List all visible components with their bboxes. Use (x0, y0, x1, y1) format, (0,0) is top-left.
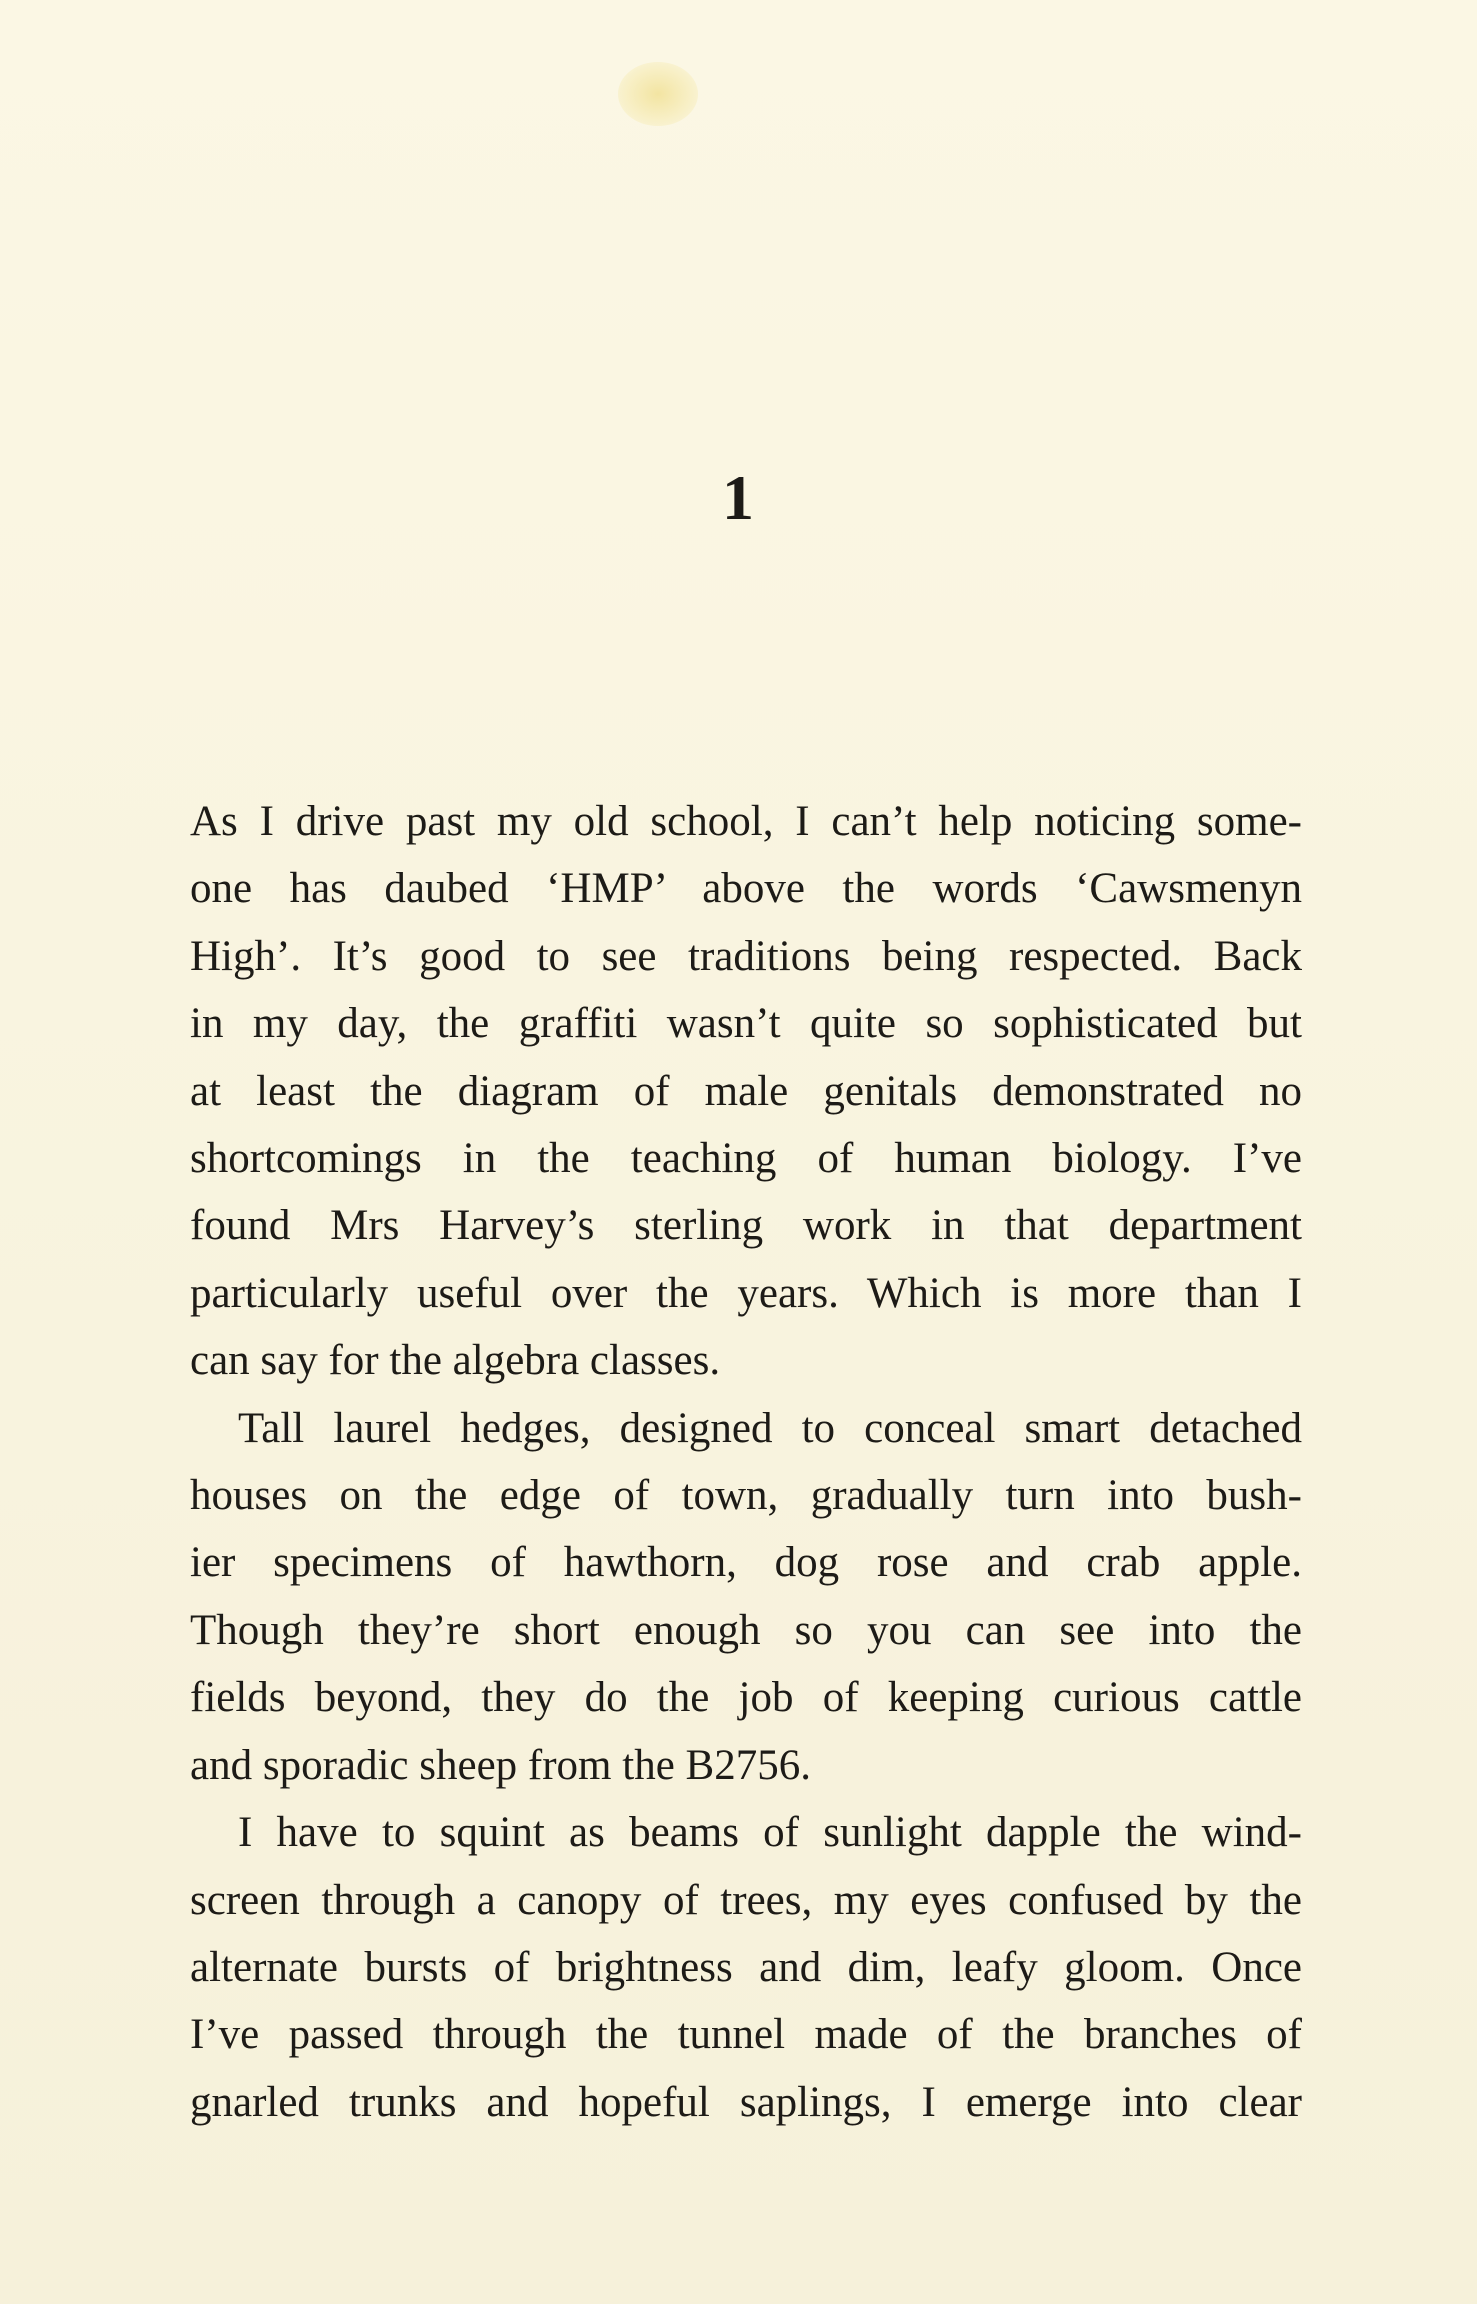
text-line: and sporadic sheep from the B2756. (190, 1741, 811, 1789)
text-line: in my day, the graffiti wasn’t quite so sophisticated but (190, 1000, 1302, 1048)
text-line: found Mrs Harvey’s sterling work in that department (190, 1202, 1302, 1250)
text-line: can say for the algebra classes. (190, 1337, 721, 1385)
text-line: As I drive past my old school, I can’t help noticing some- (190, 798, 1302, 845)
text-line: ier specimens of hawthorn, dog rose and crab apple. (190, 1539, 1302, 1587)
text-line: shortcomings in the teaching of human biology. I’ve (190, 1135, 1302, 1183)
text-line: gnarled trunks and hopeful saplings, I emerge into clear (190, 2078, 1302, 2126)
text-line: I have to squint as beams of sunlight dapple the wind- (238, 1809, 1302, 1857)
text-line: Though they’re short enough so you can see into the (190, 1606, 1302, 1654)
chapter-body (190, 788, 1302, 2136)
text-line: particularly useful over the years. Which is more than I (190, 1269, 1302, 1317)
text-line: fields beyond, they do the job of keeping curious cattle (190, 1674, 1302, 1722)
text-line: screen through a canopy of trees, my eyes confused by the (190, 1876, 1302, 1924)
text-line: alternate bursts of brightness and dim, leafy gloom. Once (190, 1943, 1302, 1991)
text-line: Tall laurel hedges, designed to conceal smart detached (238, 1404, 1302, 1452)
text-line: High’. It’s good to see traditions being respected. Back (190, 932, 1302, 980)
chapter-number: 1 (722, 462, 755, 533)
text-line: one has daubed ‘HMP’ above the words ‘Cawsmenyn (190, 865, 1302, 913)
paragraph-1 (190, 788, 1302, 1395)
text-line: houses on the edge of town, gradually turn into bush- (190, 1472, 1302, 1520)
text-line: I’ve passed through the tunnel made of the branches of (190, 2011, 1302, 2059)
paragraph-2 (190, 1395, 1302, 1799)
text-line: at least the diagram of male genitals demonstrated no (190, 1067, 1302, 1115)
paragraph-3 (190, 1799, 1302, 2136)
paper-stain (618, 62, 698, 126)
